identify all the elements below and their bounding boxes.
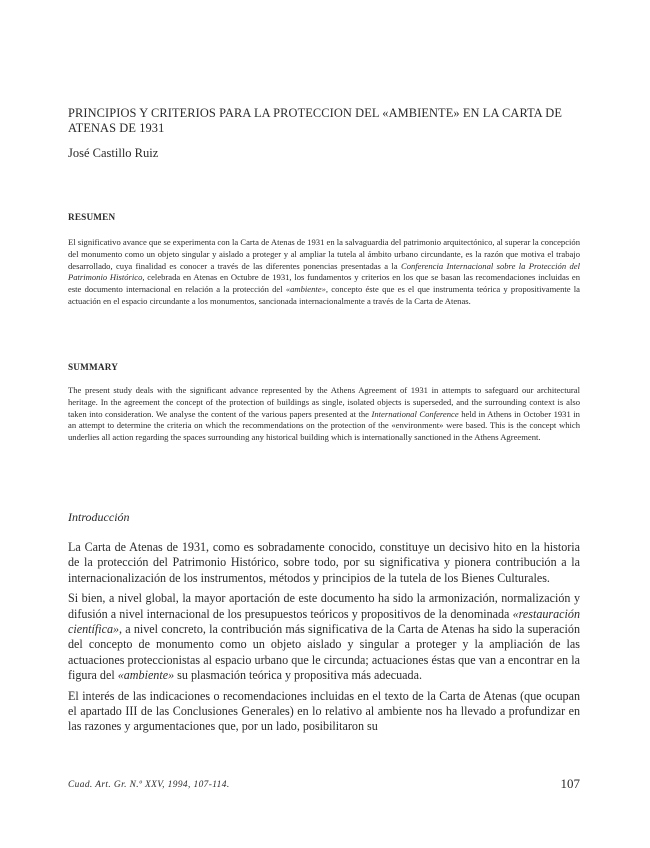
article-title: PRINCIPIOS Y CRITERIOS PARA LA PROTECCION DEL «AMBIENTE» EN LA CARTA DE ATENAS DE 1931	[68, 106, 563, 135]
resumen-text	[68, 237, 580, 308]
footer-citation: Cuad. Art. Gr. N.º XXV, 1994, 107-114.	[68, 780, 230, 790]
author-name: José Castillo Ruiz	[68, 146, 159, 160]
summary-text-part: The present study deals with the significant advance represented by the Athens Agreement of 1931 in attempts to safeguard our architectural heritage. In the agreement the concept of the protection of buildings as single, isolated objects is superseded, and the surrounding context is also taken into consideration. We analyse the content of the various papers presented at the	[68, 385, 580, 419]
resumen-text-part: , concepto éste que es el que instrumenta teórica y propositivamente la actuación en el espacio circundante a los monumentos, sancionada internacionalmente a través de la Carta de Atenas.	[68, 284, 580, 306]
resumen-italic-ambiente: «ambiente»	[285, 284, 326, 295]
resumen-text-part: , celebrada en Atenas en Octubre de 1931, los fundamentos y criterios en los que se basan las recomendaciones incluidas en este documento internacional en relación a la protección del	[68, 272, 581, 295]
summary-heading: SUMMARY	[68, 362, 119, 372]
body-text-part: Si bien, a nivel global, la mayor aportación de este documento ha sido la armonización, normalización y difusión a nivel internacional de los presupuestos teóricos y propositivos de la denominada	[68, 591, 580, 621]
body-text	[68, 540, 580, 740]
resumen-heading: RESUMEN	[68, 212, 116, 222]
section-title-introduccion: Introducción	[68, 510, 130, 524]
summary-text-part: held in Athens in October 1931 in an attempt to determine the criteria on which the recommendations on the protection of the «environment» were based. This is the concept which underlies all action regarding the spaces surrounding any historical building which is internationally sanctioned in the Athens Agreement.	[68, 408, 580, 443]
summary-text	[68, 385, 580, 444]
body-italic-restauracion: «restauración científica»	[68, 606, 580, 637]
resumen-text-part: El significativo avance que se experimenta con la Carta de Atenas de 1931 en la salvaguardia del patrimonio arquitectónico, al superar la concepción del monumento como un objeto singular y aislado a proteger y al ampliar la tutela al ámbito urbano circundante, es la razón que motiva el trabajo desarrollado, cuya finalidad es conocer a través de las diferentes ponencias presentadas a la	[68, 237, 580, 271]
resumen-italic-conference: Conferencia Internacional sobre la Protección del Patrimonio Histórico	[68, 260, 581, 283]
body-text-part: , a nivel concreto, la contribución más significativa de la Carta de Atenas ha sido la superación del concepto de monumento como un objeto aislado y singular a proteger y la ampliación de las actuaciones proteccionistas al espacio urbano que le circunda; actuaciones éstas que van a encontrar en la figura del	[68, 622, 580, 683]
body-italic-ambiente: «ambiente»	[117, 668, 175, 683]
body-text-part: su plasmación teórica y propositiva más adecuada.	[174, 668, 422, 683]
page-number: 107	[560, 776, 580, 791]
body-paragraph	[68, 591, 580, 683]
summary-italic-conference: International Conference	[371, 408, 459, 419]
body-paragraph: La Carta de Atenas de 1931, como es sobradamente conocido, constituye un decisivo hito en la historia de la protección del Patrimonio Histórico, sobre todo, por su significativa y pionera contribución a la internacionalización de los instrumentos, métodos y principios de la tutela de los Bienes Culturales.	[68, 540, 580, 585]
body-paragraph: El interés de las indicaciones o recomendaciones incluidas en el texto de la Carta de Atenas (que ocupan el apartado III de las Conclusiones Generales) en lo relativo al ambiente nos ha llevado a profundizar en las razones y argumentaciones que, por un lado, posibilitaron su	[68, 688, 580, 734]
